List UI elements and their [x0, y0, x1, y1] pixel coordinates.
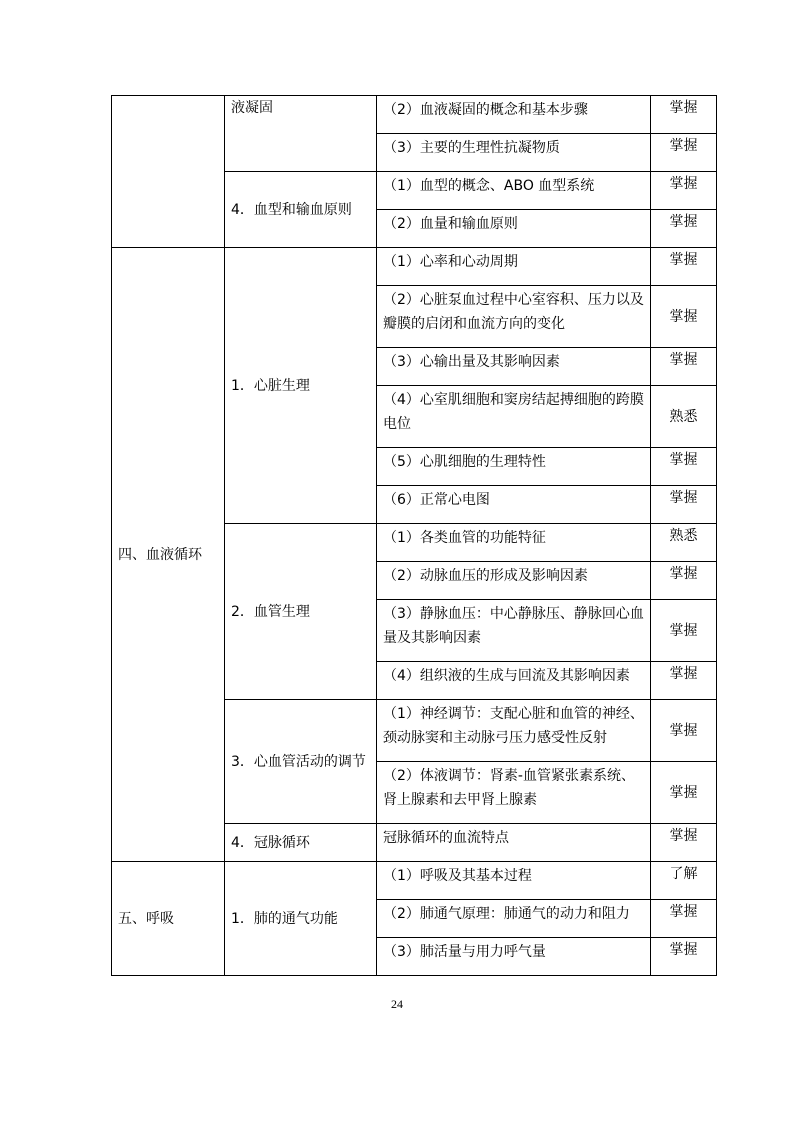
level-cell: 掌握 [651, 448, 717, 486]
level-cell: 熟悉 [651, 524, 717, 562]
content-cell: （1）各类血管的功能特征 [377, 524, 651, 562]
content-cell: （4）组织液的生成与回流及其影响因素 [377, 662, 651, 700]
level-cell: 掌握 [651, 348, 717, 386]
chapter-cell: 四、血液循环 [112, 248, 225, 862]
content-cell: （5）心肌细胞的生理特性 [377, 448, 651, 486]
level-cell: 掌握 [651, 900, 717, 938]
content-cell: （3）静脉血压：中心静脉压、静脉回心血量及其影响因素 [377, 600, 651, 662]
level-cell: 掌握 [651, 762, 717, 824]
content-cell: （1）血型的概念、ABO 血型系统 [377, 172, 651, 210]
content-cell: （6）正常心电图 [377, 486, 651, 524]
level-cell: 掌握 [651, 486, 717, 524]
content-cell: （3）主要的生理性抗凝物质 [377, 134, 651, 172]
level-cell: 掌握 [651, 938, 717, 976]
content-cell: （2）体液调节：肾素-血管紧张素系统、肾上腺素和去甲肾上腺素 [377, 762, 651, 824]
level-cell: 熟悉 [651, 386, 717, 448]
level-cell: 掌握 [651, 134, 717, 172]
content-cell: （3）肺活量与用力呼气量 [377, 938, 651, 976]
level-cell: 掌握 [651, 210, 717, 248]
content-cell: （2）肺通气原理：肺通气的动力和阻力 [377, 900, 651, 938]
content-cell: （1）心率和心动周期 [377, 248, 651, 286]
topic-cell: 4．血型和输血原则 [225, 172, 377, 248]
syllabus-table [111, 95, 717, 976]
topic-cell: 4．冠脉循环 [225, 824, 377, 862]
level-cell: 掌握 [651, 248, 717, 286]
level-cell: 掌握 [651, 662, 717, 700]
topic-cell: 液凝固 [225, 96, 377, 172]
topic-cell: 1．肺的通气功能 [225, 862, 377, 976]
content-cell: （2）血量和输血原则 [377, 210, 651, 248]
content-cell: （2）动脉血压的形成及影响因素 [377, 562, 651, 600]
level-cell: 掌握 [651, 562, 717, 600]
content-cell: （2）心脏泵血过程中心室容积、压力以及瓣膜的启闭和血流方向的变化 [377, 286, 651, 348]
level-cell: 掌握 [651, 600, 717, 662]
content-cell: （4）心室肌细胞和窦房结起搏细胞的跨膜电位 [377, 386, 651, 448]
level-cell: 掌握 [651, 172, 717, 210]
level-cell: 掌握 [651, 96, 717, 134]
chapter-cell [112, 96, 225, 248]
topic-cell: 1．心脏生理 [225, 248, 377, 524]
table-row [112, 96, 717, 134]
page-number: 24 [391, 997, 403, 1011]
level-cell: 了解 [651, 862, 717, 900]
content-cell: （2）血液凝固的概念和基本步骤 [377, 96, 651, 134]
chapter-cell: 五、呼吸 [112, 862, 225, 976]
content-cell: 冠脉循环的血流特点 [377, 824, 651, 862]
content-cell: （3）心输出量及其影响因素 [377, 348, 651, 386]
topic-cell: 2．血管生理 [225, 524, 377, 700]
content-cell: （1）呼吸及其基本过程 [377, 862, 651, 900]
table-row [112, 862, 717, 900]
content-cell: （1）神经调节：支配心脏和血管的神经、颈动脉窦和主动脉弓压力感受性反射 [377, 700, 651, 762]
level-cell: 掌握 [651, 286, 717, 348]
topic-cell: 3．心血管活动的调节 [225, 700, 377, 824]
table-row [112, 248, 717, 286]
level-cell: 掌握 [651, 700, 717, 762]
level-cell: 掌握 [651, 824, 717, 862]
